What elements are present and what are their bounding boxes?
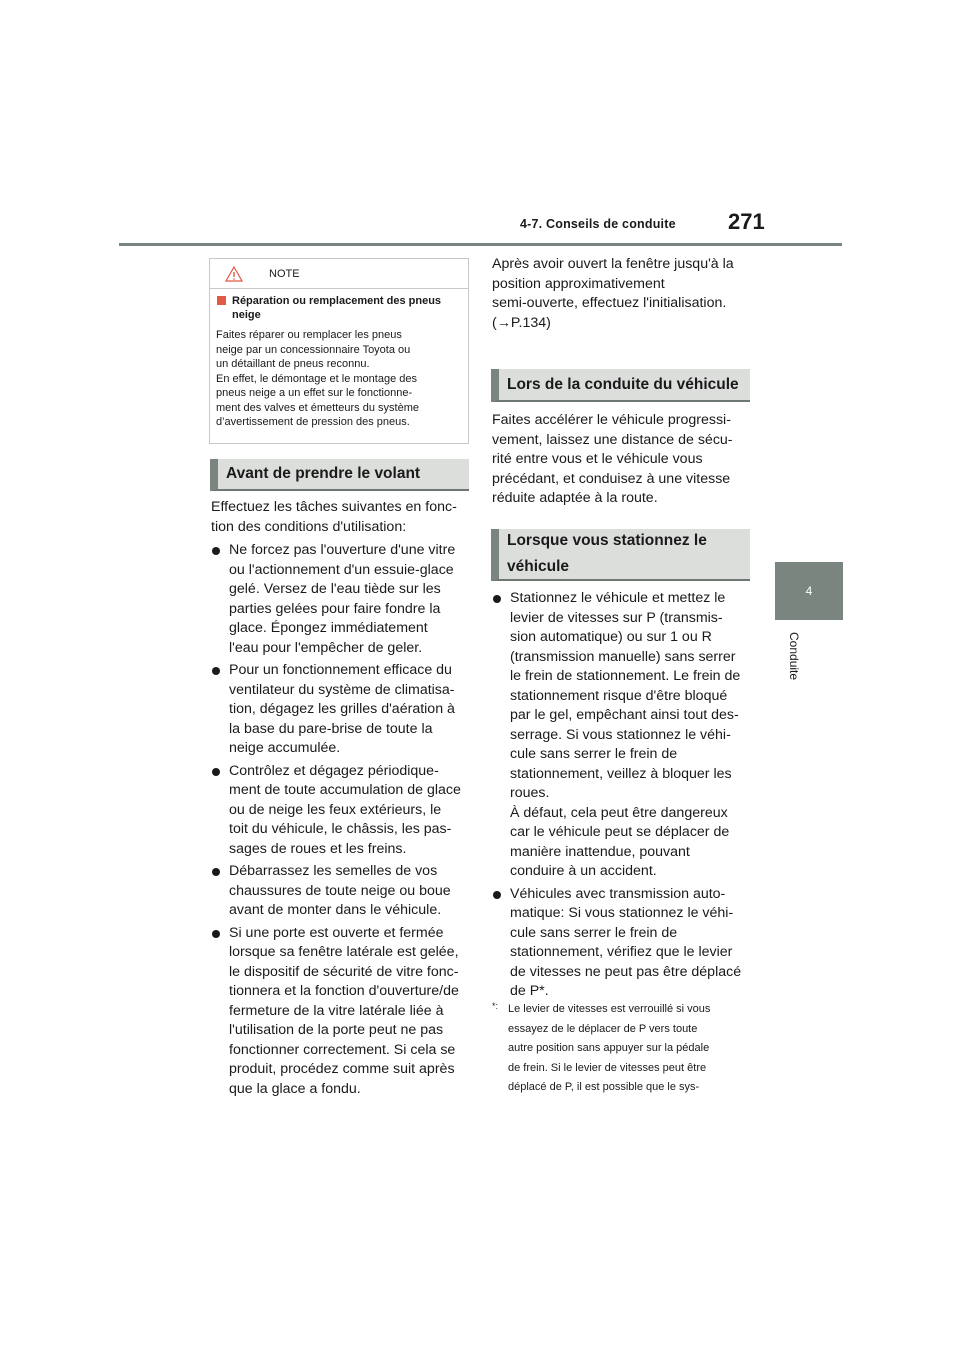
note-line: d’avertissement de pression des pneus. [216,416,410,428]
note-line: En effet, le démontage et le montage des [216,372,417,385]
bullet-dot-icon [212,547,220,555]
note-line: un détaillant de pneus reconnu. [216,358,370,370]
note-line: neige par un concessionnaire Toyota ou [216,343,411,356]
note-line: Faites réparer ou remplacer les pneus [216,329,402,341]
list-item: Contrôlez et dégagez périodique- ment de toute accumulation de glace ou de neige les feux extérieurs, le toit du véhicule, le châssis, les pas- sages de roues et les freins. [211,762,473,860]
warning-icon [225,266,243,282]
right-intro: Après avoir ouvert la fenêtre jusqu'à la position approximativement semi-ouverte, effectuez l'initialisation. (→P.134) [492,255,760,333]
bullet-dot-icon [493,595,501,603]
page-reference-link[interactable]: (→P.134) [492,314,551,331]
section-heading-conduite: Lors de la conduite du véhicule [491,369,750,402]
list-item: Si une porte est ouverte et fermée lorsque sa fenêtre latérale est gelée, le dispositif de sécurité de vitre fonc- tionnera et la fonction d'ouverture/de fermeture de la vitre latérale liée à l'utilisation de la porte peut ne pas fonctionner correctement. Si cela se produit, procédez comme suit après que la glace a fondu. [211,924,473,1100]
bullet-dot-icon [493,891,501,899]
right-para-driving: Faites accélérer le véhicule progressi- vement, laissez une distance de sécu- rité entre vous et le véhicule vous précédant, et conduisez à une vitesse réduite adaptée à la route. [492,412,733,506]
footnote: *: Le levier de vitesses est verrouillé si vous essayez de le déplacer de P vers toute autre position sans appuyer sur la pédale de frein. Si le levier de vitesses peut être déplacé de P, il est possible que le sys- [492,1000,754,1098]
note-subtitle-row [216,294,462,322]
note-text [216,328,462,430]
left-intro [211,498,473,537]
footnote-mark: *: [492,1001,499,1011]
page-number: 271 [728,209,765,234]
list-item: Stationnez le véhicule et mettez le levier de vitesses sur P (transmis- sion automatique) ou sur 1 ou R (transmission manuelle) sans serrer le frein de stationnement. Le frein de stationnement risque d'être bloqué par le gel, empêchant ainsi tout des- serrage. Si vous stationnez le véhi- cule sans serrer le frein de stationnement, veillez à bloquer les roues. À défaut, cela peut être dangereux car le véhicule peut se déplacer de manière inattendue, pouvant conduire à un accident. [492,589,760,882]
bullet-dot-icon [212,768,220,776]
bullet-dot-icon [212,930,220,938]
note-header [210,259,468,289]
note-title: NOTE [269,267,300,280]
section-title: 4-7. Conseils de conduite [520,217,676,231]
chapter-label: Conduite [787,632,801,681]
intro-line: Effectuez les tâches suivantes en fonc- [211,499,457,515]
list-item: Véhicules avec transmission auto- matique: Si vous stationnez le véhi- cule sans serrer le frein de stationnement, vérifiez que le levier de vitesses ne peut pas être déplacé de P*. [492,885,760,1002]
section-heading-avant: Avant de prendre le volant [210,459,469,491]
list-item: Débarrassez les semelles de vos chaussures de toute neige ou boue avant de monter dans le véhicule. [211,862,473,921]
list-item: Pour un fonctionnement efficace du ventilateur du système de climatisa- tion, dégagez les grilles d'aération à la base du pare-brise de toute la neige accumulée. [211,661,473,759]
note-box [209,258,469,444]
header-divider [119,243,842,246]
bullet-dot-icon [212,868,220,876]
note-line: pneus neige a un effet sur le fonctionne- [216,387,413,399]
list-item: Ne forcez pas l'ouverture d'une vitre ou l'actionnement d'un essuie-glace gelé. Versez de l'eau tiède sur les parties gelées pour faire fondre la glace. Épongez immédiatement l'eau pour l'empêcher de geler. [211,541,473,658]
bullet-dot-icon [212,667,220,675]
chapter-tab [775,562,843,620]
note-subtitle: Réparation ou remplacement des pneus neige [232,295,442,321]
section-heading-stationnez: Lorsque vous stationnez le véhicule [491,529,750,581]
right-bullet-list [492,589,760,1005]
left-bullet-list [211,541,473,1102]
intro-line: tion des conditions d'utilisation: [211,518,407,535]
note-line: ment des valves et émetteurs du système [216,401,419,414]
square-bullet-icon [217,296,226,305]
chapter-number: 4 [805,584,813,598]
